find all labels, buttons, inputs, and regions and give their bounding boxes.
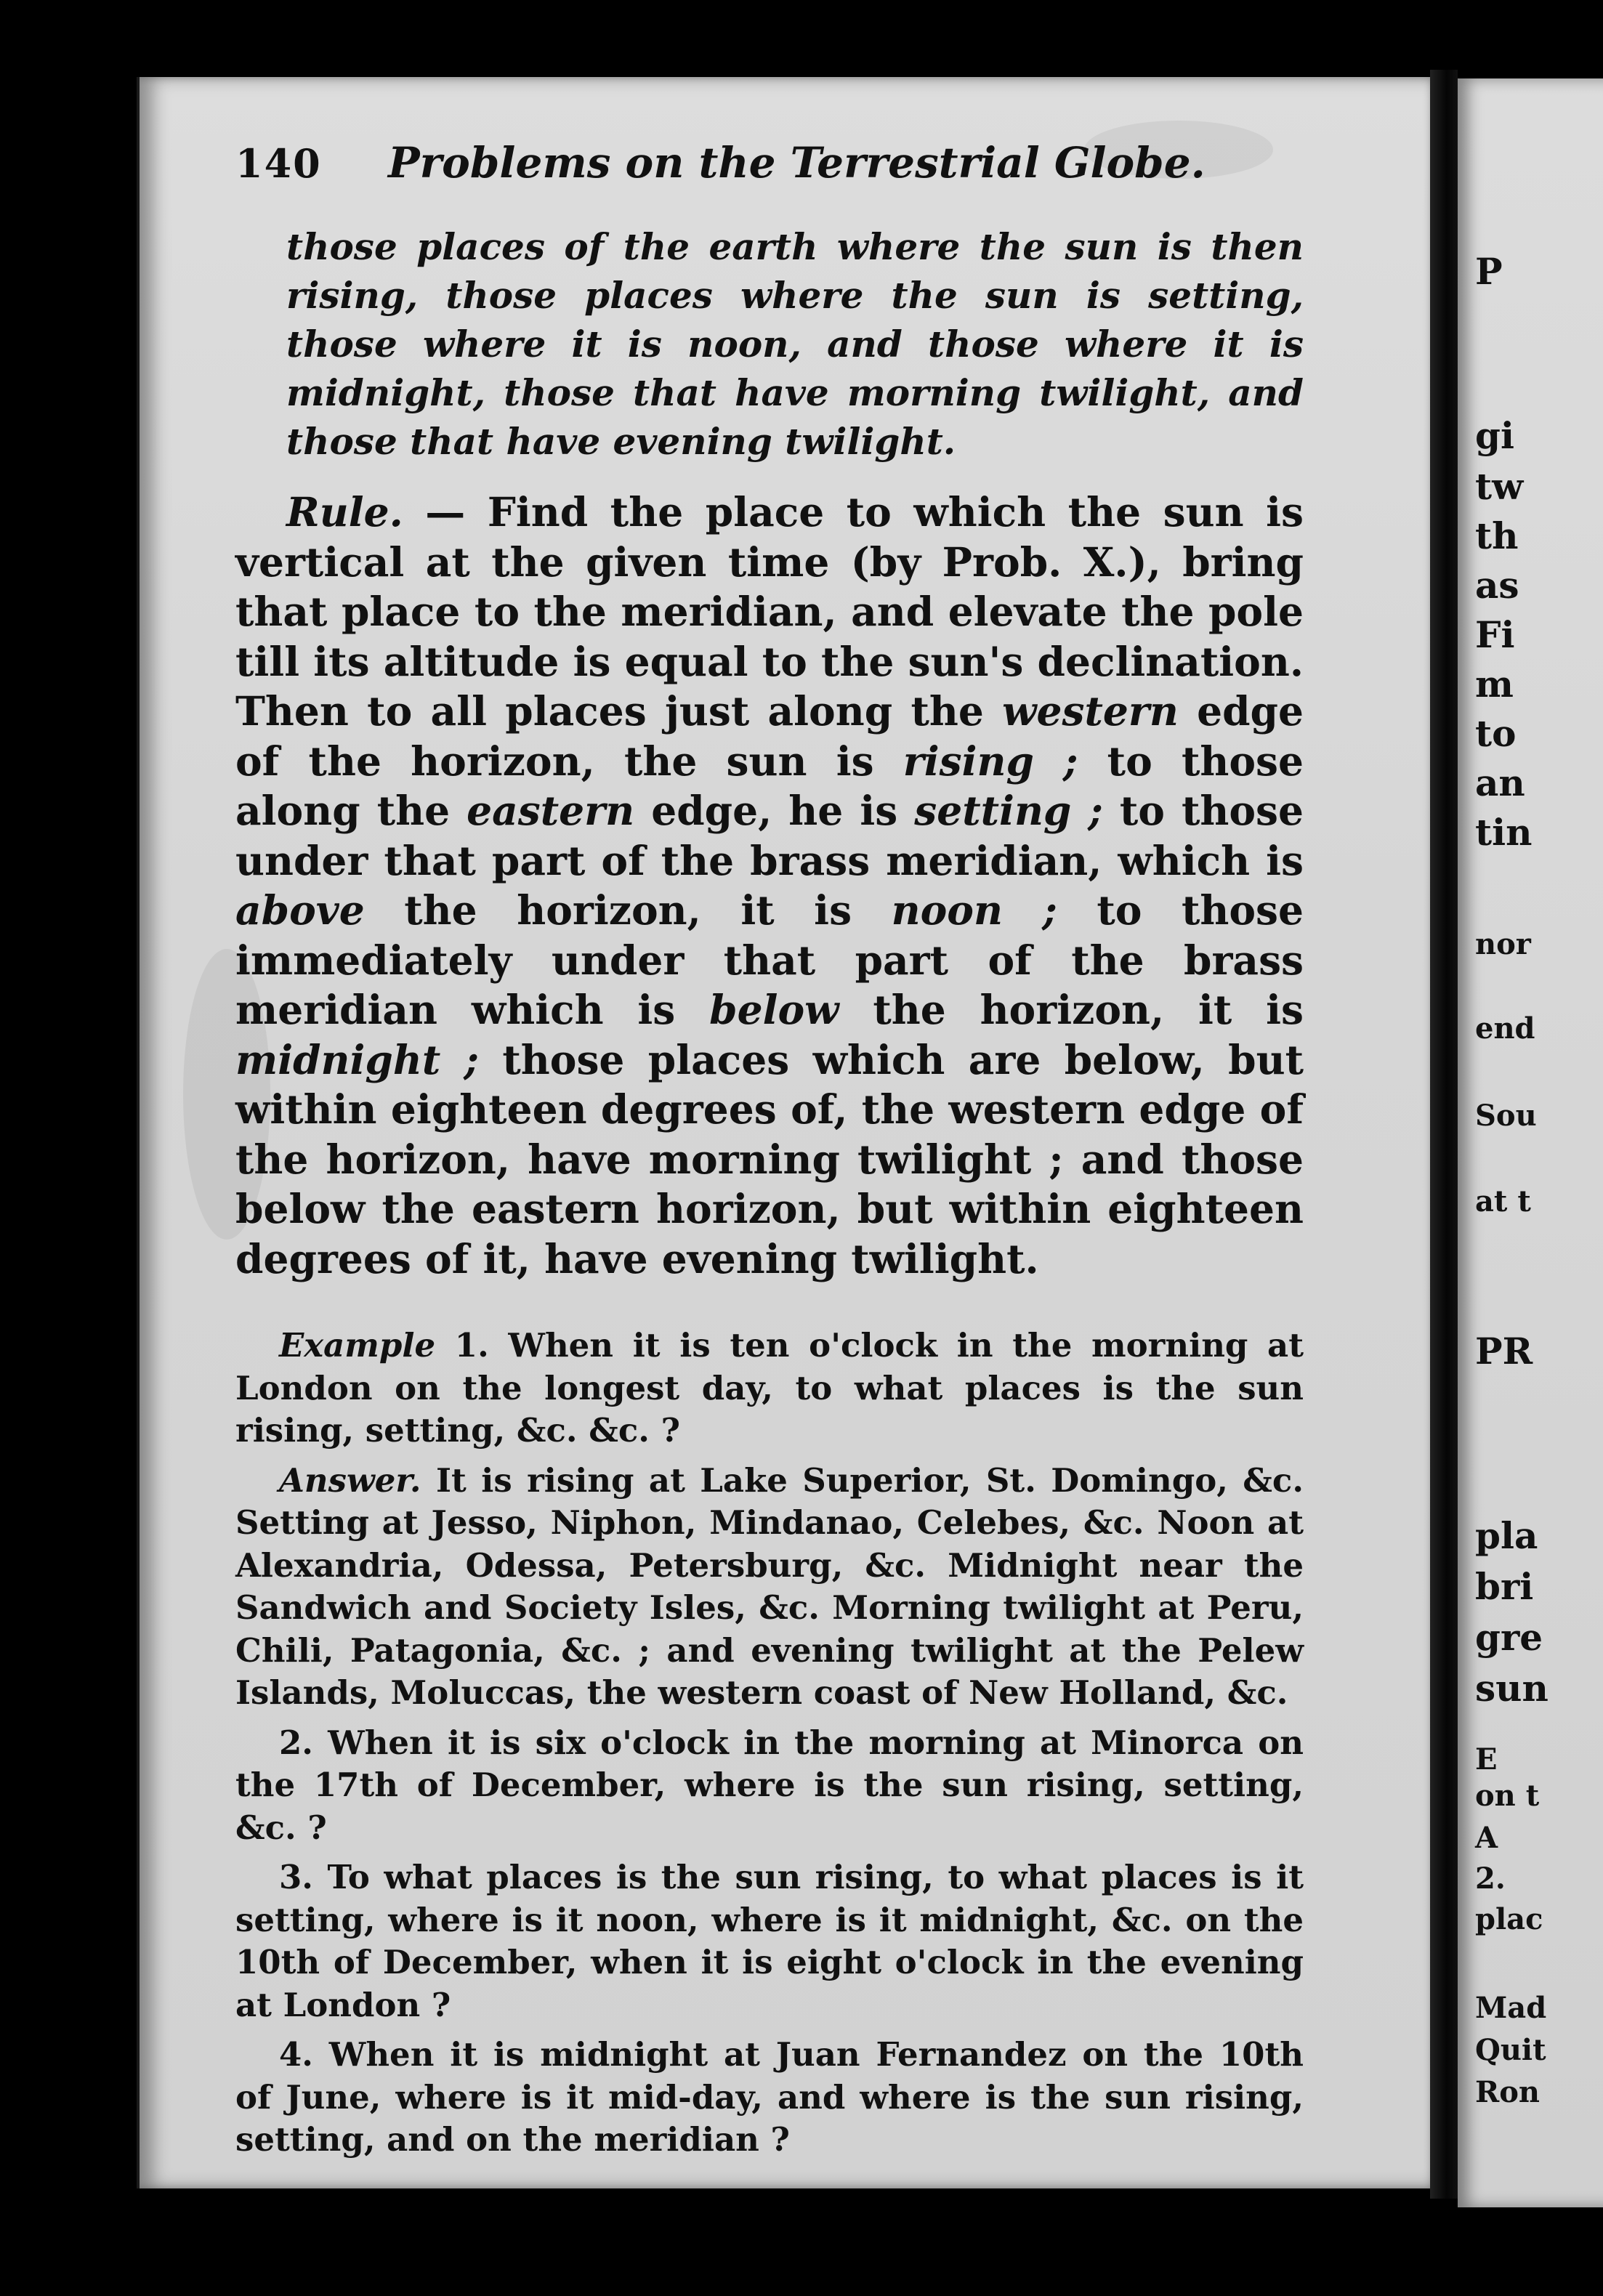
adjacent-fragment: tw (1475, 465, 1524, 508)
adjacent-fragment: P (1475, 250, 1503, 293)
example-label: Example (279, 1326, 436, 1365)
example-text: 1. When it is ten o'clock in the morning at London on the longest day, to what places is the sun rising, setting, &c. &c. ? (235, 1326, 1304, 1450)
rule-text: the horizon, it is (839, 986, 1304, 1033)
rule-dash: — (403, 488, 488, 535)
adjacent-fragment: at t (1475, 1184, 1531, 1218)
adjacent-fragment: gre (1475, 1616, 1543, 1659)
adjacent-fragment: nor (1475, 927, 1531, 961)
adjacent-fragment: sun (1475, 1667, 1549, 1710)
adjacent-fragment: m (1475, 663, 1514, 706)
rule-paragraph (235, 488, 1304, 1284)
adjacent-fragment: Ron (1475, 2075, 1541, 2109)
answer-1 (235, 1460, 1304, 1715)
example-3: 3. To what places is the sun rising, to what places is it setting, where is it noon, where is it midnight, &c. on the 10th of December, when it is eight o'clock in the evening at London ? (235, 1858, 1304, 2024)
adjacent-fragment: gi (1475, 414, 1514, 457)
adjacent-fragment: bri (1475, 1565, 1534, 1608)
adjacent-fragment: plac (1475, 1902, 1543, 1936)
running-head: Problems on the Terrestrial Globe. (388, 138, 1206, 187)
page-header (235, 138, 1311, 203)
adjacent-fragment: A (1475, 1821, 1498, 1855)
rule-emphasis: western (1002, 687, 1179, 735)
rule-text: to those immediately under that part of the brass meridian which is (235, 886, 1304, 1033)
adjacent-fragment: pla (1475, 1514, 1538, 1557)
rule-emphasis: below (709, 986, 839, 1033)
rule-emphasis: setting ; (914, 787, 1103, 834)
rule-emphasis: eastern (467, 787, 635, 834)
page-number: 140 (235, 140, 322, 187)
book-binding (1430, 70, 1458, 2199)
adjacent-fragment: Quit (1475, 2033, 1546, 2067)
adjacent-fragment: end (1475, 1011, 1535, 1046)
rule-text: edge of the horizon, the sun is (235, 687, 1304, 785)
adjacent-fragment: tin (1475, 811, 1533, 854)
adjacent-fragment: Fi (1475, 613, 1515, 656)
answer-label: Answer. (279, 1460, 421, 1500)
example-1 (235, 1325, 1304, 1452)
adjacent-page (1458, 78, 1603, 2207)
adjacent-fragment: E (1475, 1742, 1498, 1776)
page-content (235, 138, 1311, 2169)
adjacent-fragment: th (1475, 514, 1519, 557)
rule-emphasis: midnight ; (235, 1035, 479, 1083)
adjacent-fragment: an (1475, 761, 1525, 804)
adjacent-fragment: PR (1475, 1330, 1533, 1373)
adjacent-fragment: 2. (1475, 1862, 1506, 1896)
problem-statement: those places of the earth where the sun is then rising, those places where the sun is setting, those where it is noon, and those where it is midnight, those that have morning twilight, and those that have evening twilight. (286, 225, 1304, 463)
rule-emphasis: above (235, 886, 365, 934)
rule-text: to those under that part of the brass meridian, which is (235, 787, 1304, 884)
adjacent-fragment: Sou (1475, 1099, 1537, 1133)
rule-text: the horizon, it is (364, 886, 892, 934)
adjacent-fragment: Mad (1475, 1991, 1547, 2025)
rule-label: Rule. (286, 488, 403, 535)
rule-text: those places which are below, but within eighteen degrees of, the western edge of the horizon, have morning twilight ; and those below the eastern horizon, but within eighteen degrees of it, have evening twilight. (235, 1035, 1304, 1282)
rule-text: Find the place to which the sun is vertical at the given time (by Prob. X.), bring that place to the meridian, and elevate the pole till its altitude is equal to the sun's declination. Then to all places just along the (235, 488, 1304, 735)
rule-text: to those along the (235, 737, 1304, 834)
example-2: 2. When it is six o'clock in the morning at Minorca on the 17th of December, where is the sun rising, setting, &c. ? (235, 1723, 1304, 1847)
rule-text: edge, he is (634, 787, 915, 834)
rule-emphasis: noon ; (891, 886, 1057, 934)
examples-section (235, 1325, 1304, 2162)
example-4: 4. When it is midnight at Juan Fernandez on the 10th of June, where is it mid-day, and where is the sun rising, setting, and on the meridian ? (235, 2035, 1304, 2159)
rule-emphasis: rising ; (903, 737, 1078, 785)
book-page (137, 77, 1434, 2188)
adjacent-fragment: to (1475, 712, 1517, 755)
adjacent-fragment: on t (1475, 1779, 1540, 1813)
adjacent-fragment: as (1475, 564, 1519, 607)
answer-text: It is rising at Lake Superior, St. Domingo, &c. Setting at Jesso, Niphon, Mindanao, Celebes, &c. Noon at Alexandria, Odessa, Petersburg, &c. Midnight near the Sandwich and Society Isles, &c. Morning twilight at Peru, Chili, Patagonia, &c. ; and evening twilight at the Pelew Islands, Moluccas, the western coast of New Holland, &c. (235, 1460, 1304, 1712)
